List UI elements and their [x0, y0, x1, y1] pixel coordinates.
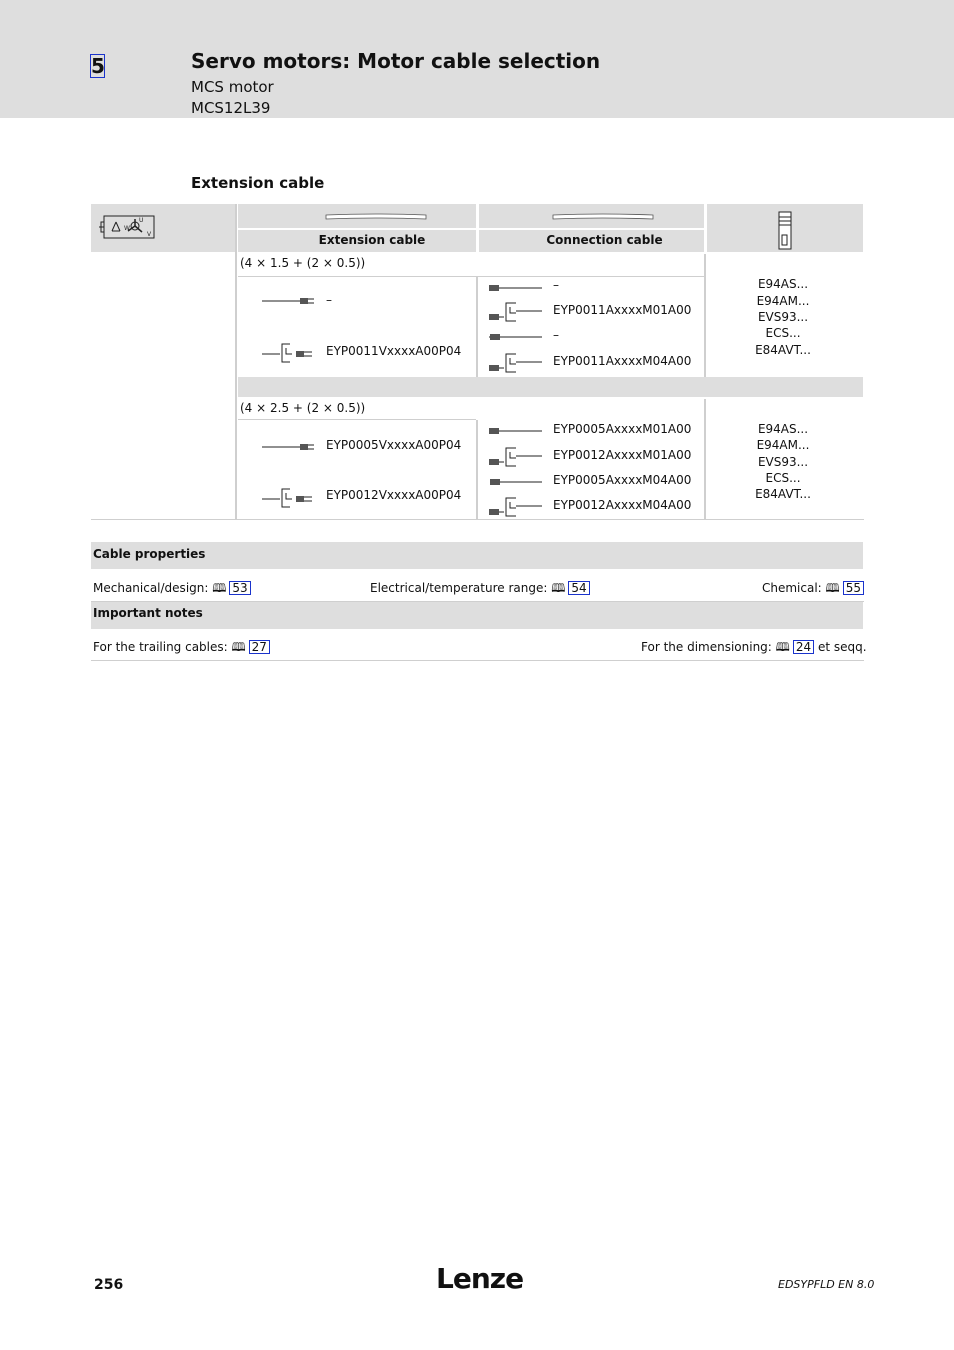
controller-item: E84AVT... — [755, 343, 811, 357]
chapter-title: Servo motors: Motor cable selection — [191, 49, 601, 73]
column-divider — [235, 204, 237, 520]
mechanical-design-ref — [93, 579, 251, 600]
book-icon: 🕮 — [231, 640, 246, 654]
dimensioning-suffix: et seqq. — [817, 640, 867, 654]
connection-cable-plain-icon — [488, 331, 544, 343]
connection-cable-angled-icon — [488, 352, 544, 374]
controller-item: EVS93... — [757, 455, 809, 469]
row-divider — [238, 419, 476, 420]
connection-cable-header: Connection cable — [546, 233, 663, 247]
page-link-chemical[interactable]: 55 — [843, 581, 864, 595]
row-divider — [91, 660, 864, 661]
electrical-label: Electrical/temperature range: — [370, 581, 548, 595]
controller-icon — [776, 211, 794, 251]
chemical-label: Chemical: — [762, 581, 822, 595]
connection-item: – — [553, 328, 559, 342]
chemical-ref — [762, 579, 864, 600]
column-divider — [704, 254, 706, 377]
connection-cable-icon — [552, 213, 654, 221]
connection-cable-plain-icon — [488, 282, 544, 294]
book-icon: 🕮 — [775, 640, 790, 654]
page-link-trailing[interactable]: 27 — [249, 640, 270, 654]
trailing-cables-ref — [93, 638, 270, 659]
cable-properties-heading-band — [91, 542, 863, 569]
group-separator — [238, 377, 863, 397]
extension-cable-angled-icon — [262, 342, 318, 364]
controller-item: E94AM... — [756, 438, 810, 452]
connection-cable-angled-icon — [488, 496, 544, 518]
page-link-dimensioning[interactable]: 24 — [793, 640, 814, 654]
connection-item: EYP0005AxxxxM04A00 — [553, 473, 692, 487]
row-divider — [238, 276, 704, 277]
controller-item: EVS93... — [757, 310, 809, 324]
connection-item: EYP0012AxxxxM01A00 — [553, 448, 692, 462]
connection-item: EYP0012AxxxxM04A00 — [553, 498, 692, 512]
extension-cable-header: Extension cable — [318, 233, 426, 247]
chapter-number-link[interactable]: 5 — [91, 54, 105, 78]
svg-text:W: W — [124, 225, 130, 232]
extension-cable-icon — [325, 213, 427, 221]
mechanical-label: Mechanical/design: — [93, 581, 209, 595]
extension-cable-plain-icon — [262, 441, 318, 453]
svg-text:V: V — [147, 231, 152, 238]
extension-item: EYP0012VxxxxA00P04 — [326, 488, 462, 502]
book-icon: 🕮 — [551, 581, 566, 595]
dimensioning-ref — [641, 638, 867, 659]
controller-item: ECS... — [765, 471, 801, 485]
controller-item: ECS... — [765, 326, 801, 340]
controller-item: E94AS... — [757, 422, 809, 436]
important-notes-heading: Important notes — [93, 606, 203, 620]
book-icon: 🕮 — [825, 581, 840, 595]
page-number: 256 — [94, 1277, 124, 1293]
section-title: Extension cable — [191, 174, 325, 192]
connection-cable-plain-icon — [488, 476, 544, 488]
connection-item: EYP0011AxxxxM04A00 — [553, 354, 692, 368]
connection-item: EYP0011AxxxxM01A00 — [553, 303, 692, 317]
extension-cable-angled-icon — [262, 487, 318, 509]
cross-section-2: (4 × 2.5 + (2 × 0.5)) — [240, 401, 366, 415]
subtitle-model: MCS12L39 — [191, 99, 271, 117]
connection-cable-angled-icon — [488, 301, 544, 323]
controller-item: E84AVT... — [755, 487, 811, 501]
cross-section-1: (4 × 1.5 + (2 × 0.5)) — [240, 256, 366, 270]
column-divider — [476, 277, 478, 377]
extension-cable-plain-icon — [262, 295, 318, 307]
connection-cable-plain-icon — [488, 425, 544, 437]
document-id: EDSYPFLD EN 8.0 — [778, 1278, 875, 1291]
motor-icon — [98, 211, 158, 241]
book-icon: 🕮 — [212, 581, 227, 595]
controller-item: E94AM... — [756, 294, 810, 308]
table-bottom-rule — [91, 519, 864, 520]
extension-item: EYP0011VxxxxA00P04 — [326, 344, 462, 358]
controller-item: E94AS... — [757, 277, 809, 291]
trailing-label: For the trailing cables: — [93, 640, 228, 654]
cable-properties-heading: Cable properties — [93, 547, 206, 561]
lenze-logo: Lenze — [436, 1262, 524, 1295]
connection-item: – — [553, 278, 559, 292]
dimensioning-label: For the dimensioning: — [641, 640, 772, 654]
column-divider — [704, 399, 706, 520]
connection-cable-angled-icon — [488, 446, 544, 468]
svg-text:U: U — [139, 217, 144, 224]
column-divider — [476, 420, 478, 520]
page-link-electrical[interactable]: 54 — [568, 581, 589, 595]
page-link-mechanical[interactable]: 53 — [229, 581, 250, 595]
connection-item: EYP0005AxxxxM01A00 — [553, 422, 692, 436]
extension-item: – — [326, 293, 332, 307]
subtitle-motor: MCS motor — [191, 78, 274, 96]
electrical-temperature-ref — [370, 579, 590, 600]
important-notes-heading-band — [91, 602, 863, 629]
extension-item: EYP0005VxxxxA00P04 — [326, 438, 462, 452]
